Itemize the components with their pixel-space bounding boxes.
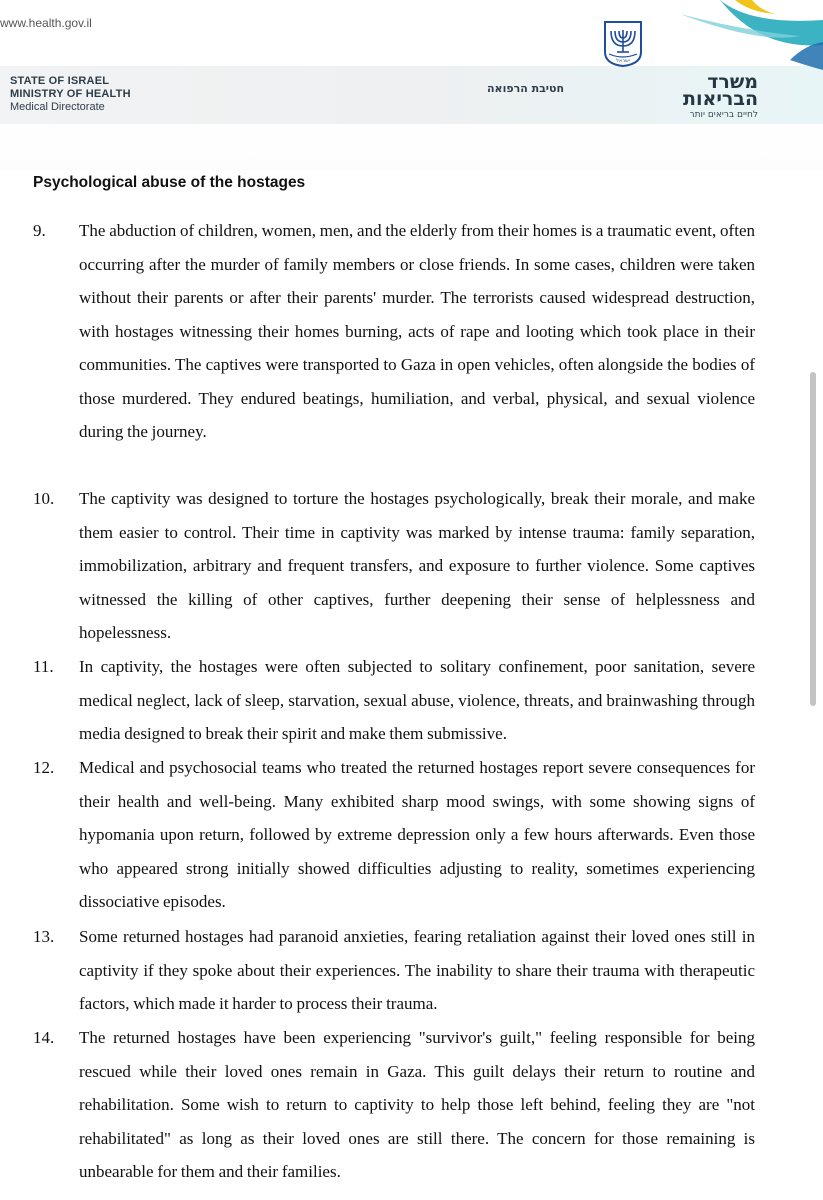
paragraph-number: 10. [33,489,55,508]
paragraph-text: The returned hostages have been experiencing "survivor's guilt," feeling responsible for being rescued while their loved ones remain in Gaza. This guilt delays their return to routine and rehabilitation. Some wish to return to captivity to help those left behind, feeling they are "not rehabilitated" as long as their loved ones are still there. The concern for those remaining is unbearable for them and their families. [79,1028,755,1181]
paragraph-text: The abduction of children, women, men, and the elderly from their homes is a traumatic event, often occurring after the murder of family members or close friends. In some cases, children were taken without their parents or after their parents' murder. The terrorists caused widespread destruction, with hostages witnessing their homes burning, acts of rape and looting which took place in their communities. The captives were transported to Gaza in open vehicles, often alongside the bodies of those murdered. They endured beatings, humiliation, and verbal, physical, and sexual violence during the journey. [79,221,755,441]
vertical-scrollbar[interactable] [810,372,816,706]
emblem-caption: ישראל [616,58,630,64]
paragraph-text: Medical and psychosocial teams who treated the returned hostages report severe consequences for their health and well-being. Many exhibited sharp mood swings, with some showing signs of hypomania upon return, followed by extreme depression only a few hours afterwards. Even those who appeared strong initially showed difficulties adjusting to reality, sometimes experiencing dissociative episodes. [79,758,755,911]
paragraph-number: 11. [33,657,54,676]
paragraph-text: In captivity, the hostages were often subjected to solitary confinement, poor sanitation, severe medical neglect, lack of sleep, starvation, sexual abuse, violence, threats, and brainwashing through media designed to break their spirit and make them submissive. [79,657,755,743]
paragraph-text: The captivity was designed to torture the hostages psychologically, break their morale, and make them easier to control. Their time in captivity was marked by intense trauma: family separation, immobilization, arbitrary and frequent transfers, and exposure to further violence. Some captives witnessed the killing of other captives, further deepening their sense of helplessness and hopelessness. [79,489,755,642]
hebrew-slogan: לחיים בריאים יותר [689,110,758,120]
letterhead [0,0,823,170]
ministry-english-block [10,75,131,114]
state-name: STATE OF ISRAEL [10,75,110,87]
directorate-name: Medical Directorate [10,101,105,113]
ministry-name: MINISTRY OF HEALTH [10,88,131,100]
hebrew-ministry-line2: הבריאות [682,88,758,110]
paragraph-number: 13. [33,927,55,946]
section-title: Psychological abuse of the hostages [33,174,306,191]
website-url[interactable]: www.health.gov.il [0,16,92,30]
paragraph-number: 9. [33,221,46,240]
paragraph-number: 12. [33,758,55,777]
paragraph-text: Some returned hostages had paranoid anxieties, fearing retaliation against their loved ones still in captivity if they spoke about their experiences. The inability to share their trauma with therapeutic factors, which made it harder to process their trauma. [79,927,755,1013]
hebrew-ministry-logo [648,71,758,121]
paragraph-number: 14. [33,1028,55,1047]
hebrew-ministry-line1: משרד [707,71,758,93]
state-emblem-icon [601,18,645,68]
hebrew-directorate: חטיבת הרפואה [487,82,565,95]
